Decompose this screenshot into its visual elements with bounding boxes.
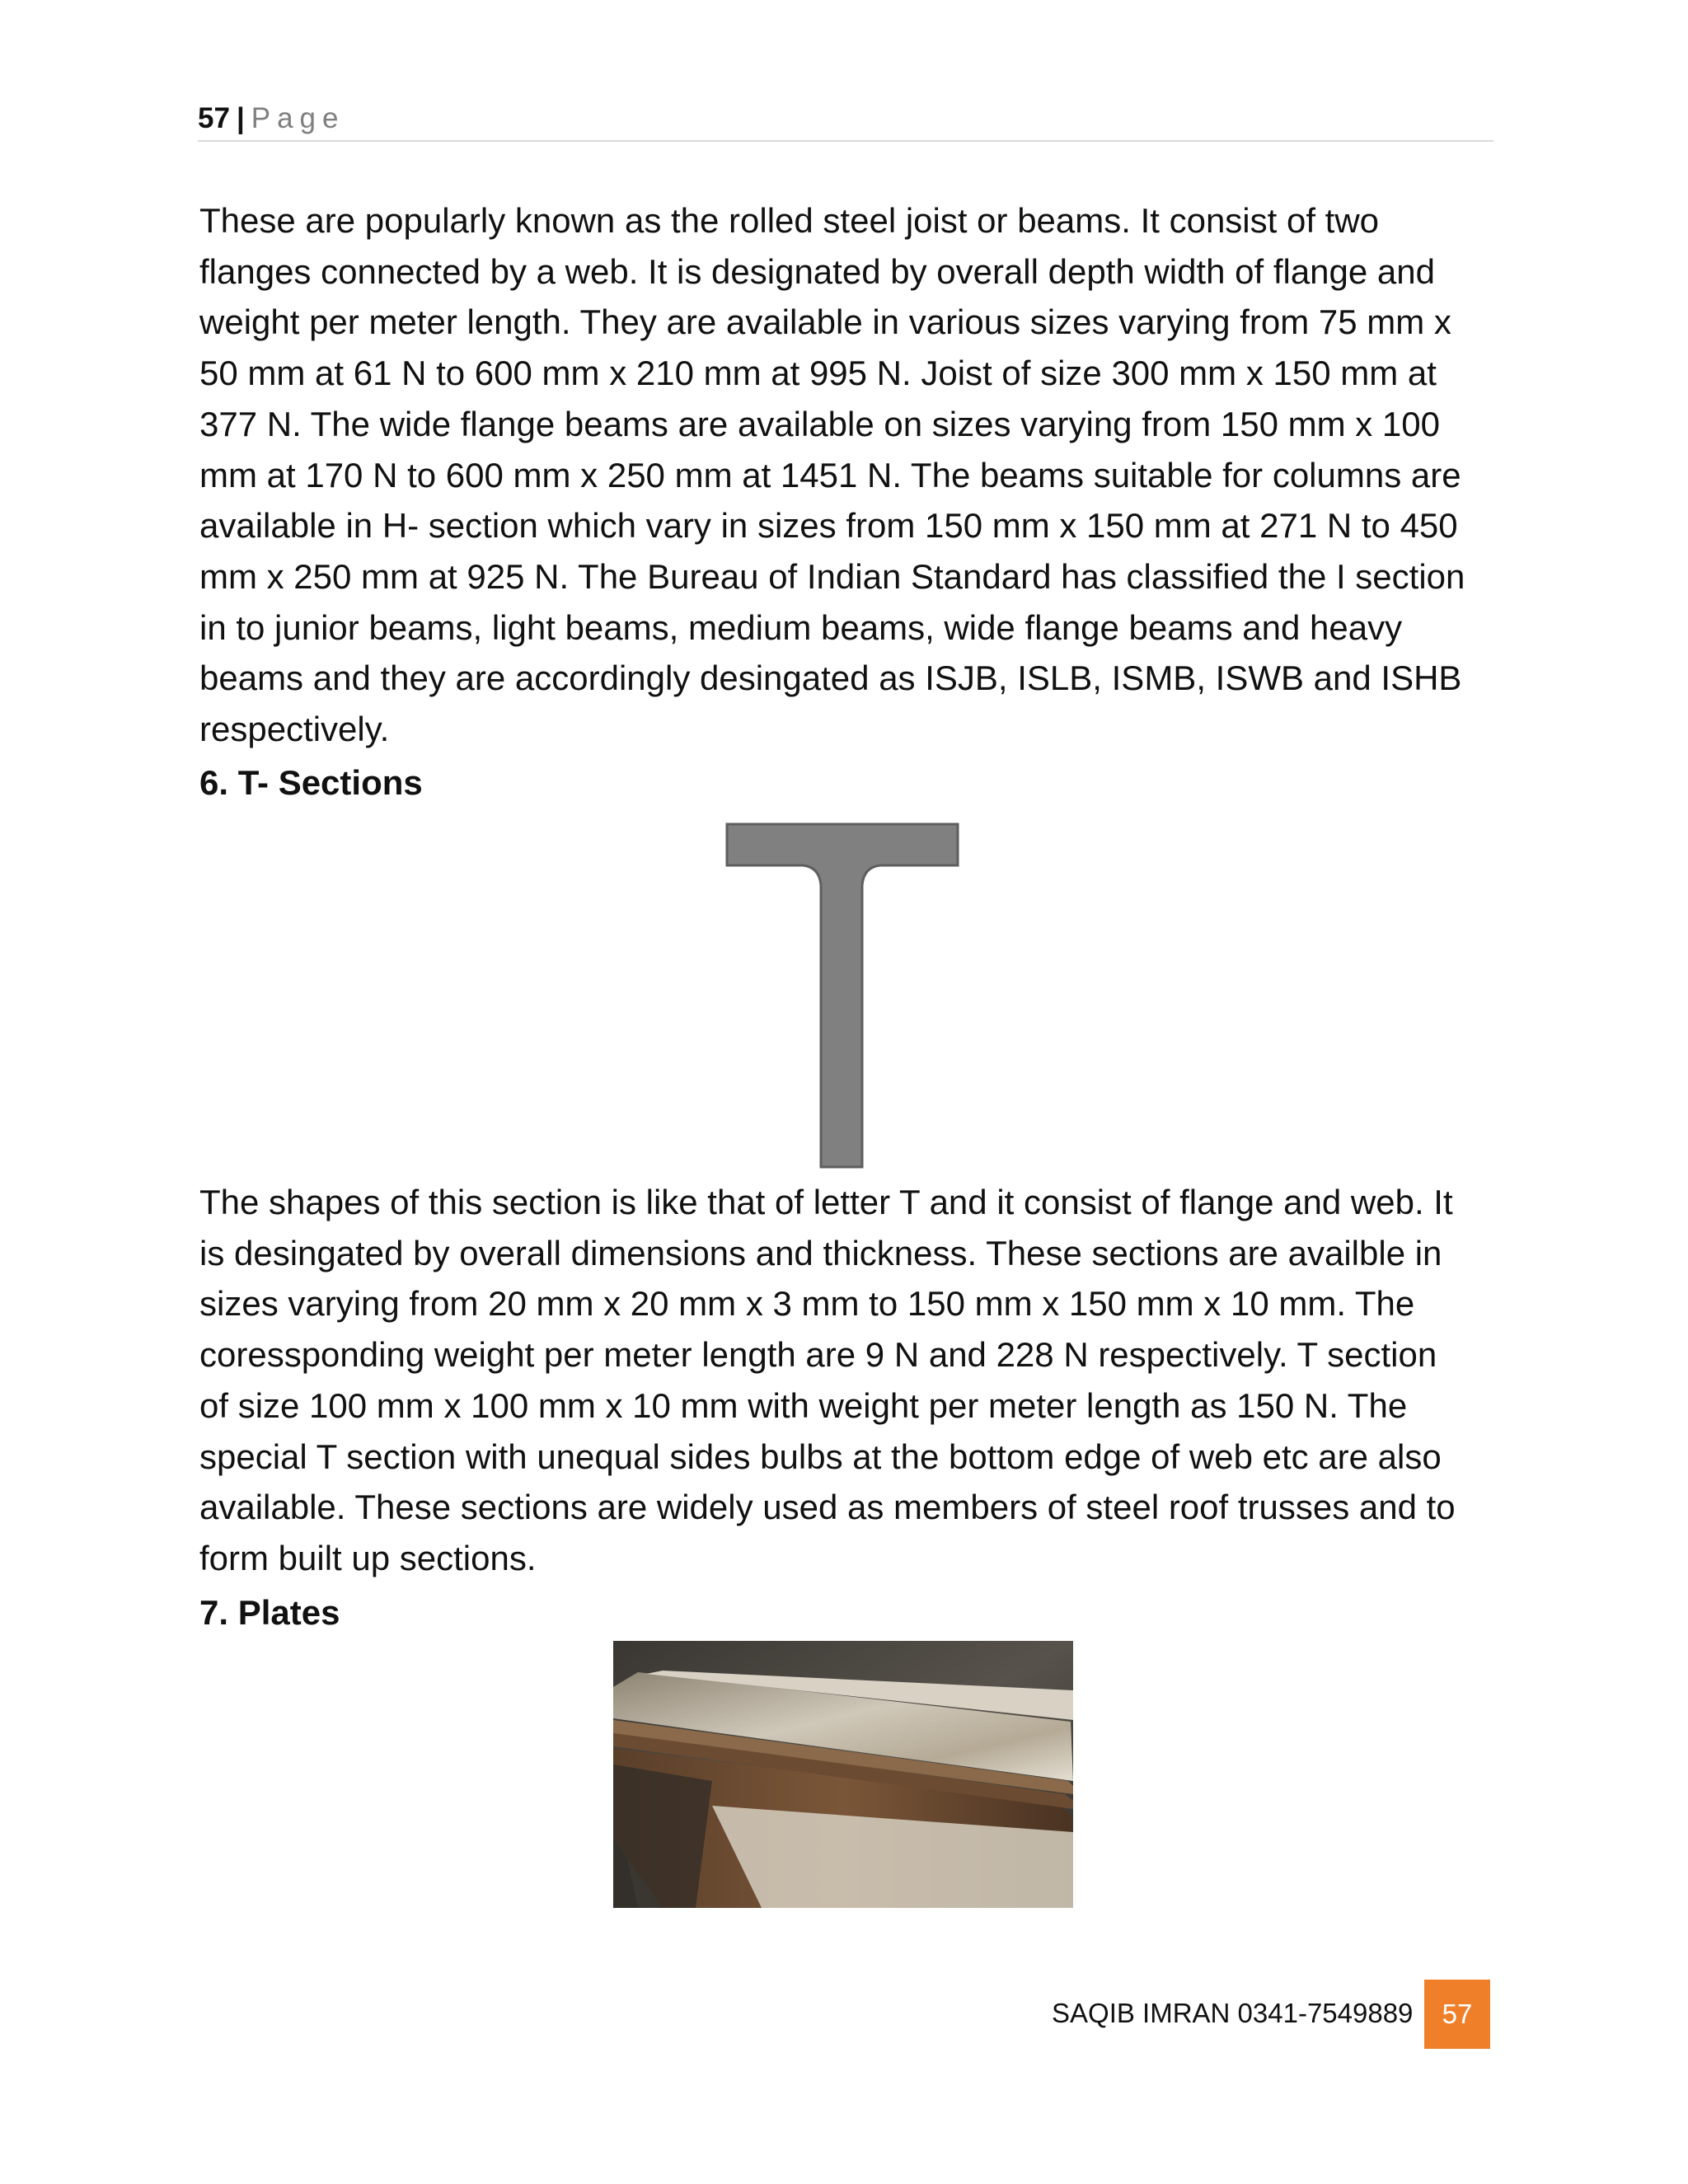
paragraph-line: respectively.	[199, 710, 390, 749]
paragraph-line: 50 mm at 61 N to 600 mm x 210 mm at 995 N. Joist of size 300 mm x 150 mm at	[199, 354, 1437, 393]
steel-plates-photo	[613, 1641, 1073, 1908]
paragraph-line: The shapes of this section is like that of letter T and it consist of flange and web. It	[199, 1183, 1453, 1221]
paragraph-line: available in H- section which vary in sizes from 150 mm x 150 mm at 271 N to 450	[199, 506, 1458, 546]
paragraph-line: mm at 170 N to 600 mm x 250 mm at 1451 N. The beams suitable for columns are	[199, 455, 1461, 494]
t-section-paragraph	[199, 1177, 1493, 1584]
paragraph-line: in to junior beams, light beams, medium beams, wide flange beams and heavy	[199, 607, 1403, 647]
paragraph-line: mm x 250 mm at 925 N. The Bureau of Indian Standard has classified the I section	[199, 556, 1465, 596]
paragraph-line: beams and they are accordingly desingated as ISJB, ISLB, ISMB, ISWB and ISHB	[199, 658, 1462, 698]
paragraph-line: These are popularly known as the rolled steel joist or beams. It consist of two	[199, 201, 1380, 240]
paragraph-line: is desingated by overall dimensions and thickness. These sections are availble in	[199, 1233, 1442, 1272]
footer-author-text: SAQIB IMRAN 0341-7549889	[1052, 1998, 1414, 2028]
paragraph-line: form built up sections.	[199, 1538, 537, 1577]
footer-page-badge: 57	[1424, 1980, 1490, 2049]
t-sections-heading: 6. T- Sections	[199, 763, 423, 802]
paragraph-line: 377 N. The wide flange beams are available on sizes varying from 150 mm x 100	[199, 404, 1441, 443]
paragraph-line: flanges connected by a web. It is designated by overall depth width of flange and	[199, 251, 1435, 291]
header-page-word: Page	[251, 102, 345, 134]
header-page-number: 57	[198, 102, 230, 134]
plates-heading: 7. Plates	[199, 1593, 340, 1632]
paragraph-line: of size 100 mm x 100 mm x 10 mm with weight per meter length as 150 N. The	[199, 1385, 1408, 1425]
header-separator: |	[236, 102, 245, 134]
t-section-shape	[727, 824, 958, 1167]
paragraph-line: sizes varying from 20 mm x 20 mm x 3 mm to 150 mm x 150 mm x 10 mm. The	[199, 1284, 1415, 1324]
t-section-diagram	[725, 823, 961, 1170]
intro-paragraph	[199, 195, 1493, 755]
paragraph-line: weight per meter length. They are available in various sizes varying from 75 mm x	[199, 302, 1451, 342]
plate-dark-corner	[613, 1765, 712, 1908]
paragraph-line: special T section with unequal sides bulbs at the bottom edge of web etc are also	[199, 1436, 1442, 1476]
page-header	[198, 97, 1493, 142]
paragraph-line: available. These sections are widely used as members of steel roof trusses and to	[199, 1488, 1456, 1527]
paragraph-line: coressponding weight per meter length are 9 N and 228 N respectively. T section	[199, 1335, 1437, 1375]
